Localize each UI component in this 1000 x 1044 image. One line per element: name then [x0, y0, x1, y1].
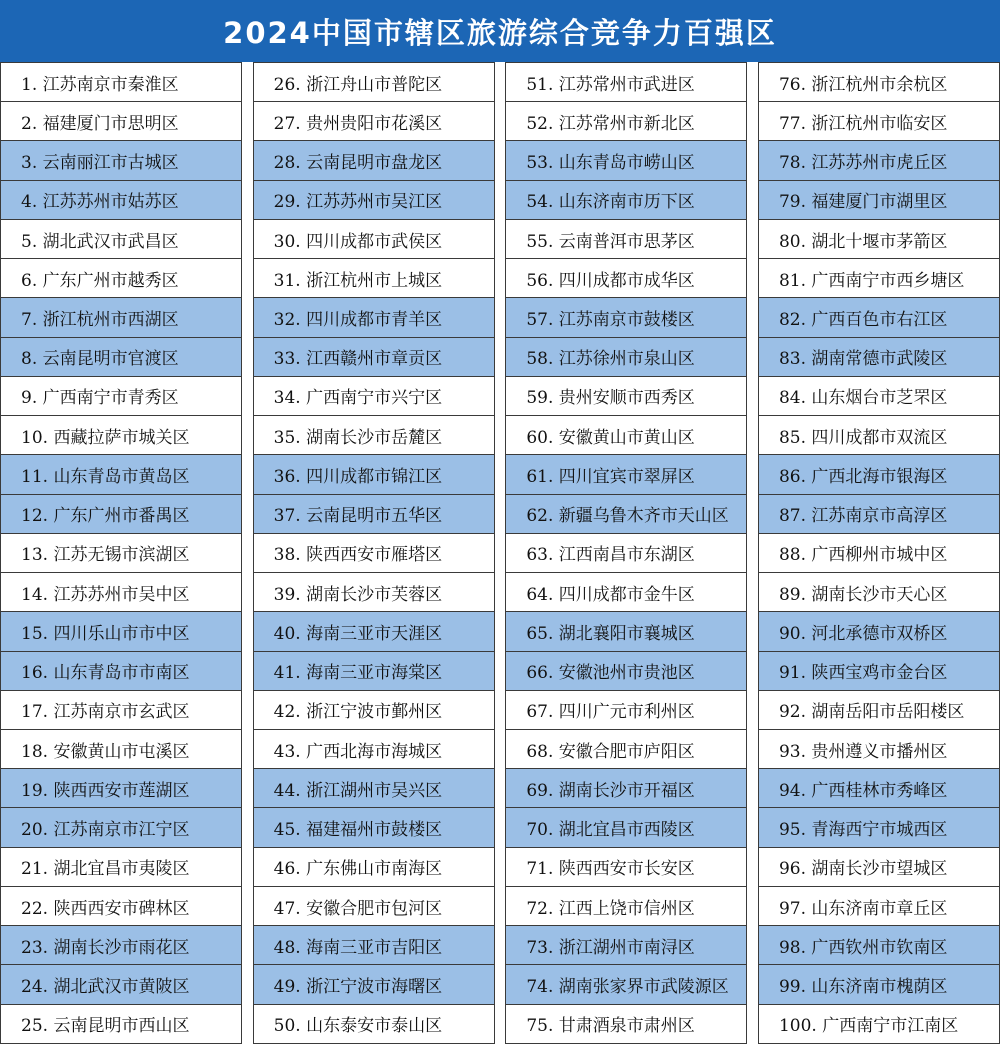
ranking-entry: 52. 江苏常州市新北区 — [505, 102, 747, 141]
ranking-entry: 18. 安徽黄山市屯溪区 — [0, 730, 242, 769]
ranking-entry: 91. 陕西宝鸡市金台区 — [758, 652, 1000, 691]
ranking-column-2 — [253, 62, 495, 1044]
ranking-entry: 98. 广西钦州市钦南区 — [758, 926, 1000, 965]
ranking-entry: 60. 安徽黄山市黄山区 — [505, 416, 747, 455]
ranking-entry: 65. 湖北襄阳市襄城区 — [505, 612, 747, 651]
ranking-entry: 26. 浙江舟山市普陀区 — [253, 63, 495, 102]
ranking-entry: 5. 湖北武汉市武昌区 — [0, 220, 242, 259]
ranking-entry: 70. 湖北宜昌市西陵区 — [505, 808, 747, 847]
ranking-entry: 10. 西藏拉萨市城关区 — [0, 416, 242, 455]
ranking-entry: 7. 浙江杭州市西湖区 — [0, 298, 242, 337]
ranking-entry: 73. 浙江湖州市南浔区 — [505, 926, 747, 965]
ranking-entry: 47. 安徽合肥市包河区 — [253, 887, 495, 926]
ranking-entry: 46. 广东佛山市南海区 — [253, 848, 495, 887]
ranking-column-1 — [0, 62, 242, 1044]
ranking-entry: 48. 海南三亚市吉阳区 — [253, 926, 495, 965]
ranking-entry: 88. 广西柳州市城中区 — [758, 534, 1000, 573]
ranking-entry: 77. 浙江杭州市临安区 — [758, 102, 1000, 141]
ranking-entry: 72. 江西上饶市信州区 — [505, 887, 747, 926]
ranking-entry: 94. 广西桂林市秀峰区 — [758, 769, 1000, 808]
ranking-entry: 76. 浙江杭州市余杭区 — [758, 63, 1000, 102]
ranking-entry: 16. 山东青岛市市南区 — [0, 652, 242, 691]
ranking-table — [0, 62, 1000, 1044]
ranking-entry: 81. 广西南宁市西乡塘区 — [758, 259, 1000, 298]
ranking-entry: 4. 江苏苏州市姑苏区 — [0, 181, 242, 220]
ranking-entry: 39. 湖南长沙市芙蓉区 — [253, 573, 495, 612]
ranking-entry: 58. 江苏徐州市泉山区 — [505, 338, 747, 377]
ranking-entry: 36. 四川成都市锦江区 — [253, 455, 495, 494]
ranking-entry: 75. 甘肃酒泉市肃州区 — [505, 1005, 747, 1044]
ranking-entry: 28. 云南昆明市盘龙区 — [253, 141, 495, 180]
ranking-entry: 82. 广西百色市右江区 — [758, 298, 1000, 337]
ranking-entry: 19. 陕西西安市莲湖区 — [0, 769, 242, 808]
ranking-entry: 13. 江苏无锡市滨湖区 — [0, 534, 242, 573]
ranking-entry: 38. 陕西西安市雁塔区 — [253, 534, 495, 573]
ranking-entry: 61. 四川宜宾市翠屏区 — [505, 455, 747, 494]
ranking-entry: 53. 山东青岛市崂山区 — [505, 141, 747, 180]
ranking-entry: 80. 湖北十堰市茅箭区 — [758, 220, 1000, 259]
ranking-entry: 87. 江苏南京市高淳区 — [758, 495, 1000, 534]
ranking-entry: 83. 湖南常德市武陵区 — [758, 338, 1000, 377]
ranking-entry: 69. 湖南长沙市开福区 — [505, 769, 747, 808]
ranking-entry: 68. 安徽合肥市庐阳区 — [505, 730, 747, 769]
ranking-entry: 51. 江苏常州市武进区 — [505, 63, 747, 102]
page-title: 2024中国市辖区旅游综合竞争力百强区 — [0, 0, 1000, 62]
ranking-entry: 86. 广西北海市银海区 — [758, 455, 1000, 494]
ranking-entry: 41. 海南三亚市海棠区 — [253, 652, 495, 691]
ranking-column-4 — [758, 62, 1000, 1044]
ranking-entry: 17. 江苏南京市玄武区 — [0, 691, 242, 730]
ranking-entry: 3. 云南丽江市古城区 — [0, 141, 242, 180]
ranking-entry: 97. 山东济南市章丘区 — [758, 887, 1000, 926]
ranking-entry: 29. 江苏苏州市吴江区 — [253, 181, 495, 220]
ranking-entry: 21. 湖北宜昌市夷陵区 — [0, 848, 242, 887]
ranking-entry: 85. 四川成都市双流区 — [758, 416, 1000, 455]
ranking-entry: 25. 云南昆明市西山区 — [0, 1005, 242, 1044]
ranking-entry: 84. 山东烟台市芝罘区 — [758, 377, 1000, 416]
ranking-entry: 96. 湖南长沙市望城区 — [758, 848, 1000, 887]
ranking-entry: 44. 浙江湖州市吴兴区 — [253, 769, 495, 808]
ranking-entry: 33. 江西赣州市章贡区 — [253, 338, 495, 377]
ranking-entry: 57. 江苏南京市鼓楼区 — [505, 298, 747, 337]
ranking-entry: 93. 贵州遵义市播州区 — [758, 730, 1000, 769]
ranking-entry: 14. 江苏苏州市吴中区 — [0, 573, 242, 612]
ranking-entry: 31. 浙江杭州市上城区 — [253, 259, 495, 298]
ranking-entry: 34. 广西南宁市兴宁区 — [253, 377, 495, 416]
ranking-entry: 95. 青海西宁市城西区 — [758, 808, 1000, 847]
ranking-entry: 100. 广西南宁市江南区 — [758, 1005, 1000, 1044]
ranking-entry: 50. 山东泰安市泰山区 — [253, 1005, 495, 1044]
ranking-entry: 8. 云南昆明市官渡区 — [0, 338, 242, 377]
ranking-entry: 27. 贵州贵阳市花溪区 — [253, 102, 495, 141]
ranking-column-3 — [505, 62, 747, 1044]
ranking-entry: 89. 湖南长沙市天心区 — [758, 573, 1000, 612]
ranking-entry: 59. 贵州安顺市西秀区 — [505, 377, 747, 416]
ranking-entry: 11. 山东青岛市黄岛区 — [0, 455, 242, 494]
ranking-entry: 56. 四川成都市成华区 — [505, 259, 747, 298]
ranking-entry: 1. 江苏南京市秦淮区 — [0, 63, 242, 102]
ranking-entry: 78. 江苏苏州市虎丘区 — [758, 141, 1000, 180]
ranking-entry: 90. 河北承德市双桥区 — [758, 612, 1000, 651]
ranking-entry: 12. 广东广州市番禺区 — [0, 495, 242, 534]
ranking-entry: 24. 湖北武汉市黄陂区 — [0, 965, 242, 1004]
ranking-entry: 40. 海南三亚市天涯区 — [253, 612, 495, 651]
ranking-entry: 2. 福建厦门市思明区 — [0, 102, 242, 141]
ranking-entry: 32. 四川成都市青羊区 — [253, 298, 495, 337]
ranking-entry: 49. 浙江宁波市海曙区 — [253, 965, 495, 1004]
ranking-entry: 63. 江西南昌市东湖区 — [505, 534, 747, 573]
ranking-entry: 20. 江苏南京市江宁区 — [0, 808, 242, 847]
ranking-entry: 67. 四川广元市利州区 — [505, 691, 747, 730]
ranking-entry: 54. 山东济南市历下区 — [505, 181, 747, 220]
ranking-entry: 71. 陕西西安市长安区 — [505, 848, 747, 887]
ranking-entry: 23. 湖南长沙市雨花区 — [0, 926, 242, 965]
ranking-entry: 15. 四川乐山市市中区 — [0, 612, 242, 651]
ranking-entry: 6. 广东广州市越秀区 — [0, 259, 242, 298]
ranking-entry: 37. 云南昆明市五华区 — [253, 495, 495, 534]
ranking-entry: 42. 浙江宁波市鄞州区 — [253, 691, 495, 730]
ranking-entry: 55. 云南普洱市思茅区 — [505, 220, 747, 259]
ranking-entry: 43. 广西北海市海城区 — [253, 730, 495, 769]
ranking-entry: 45. 福建福州市鼓楼区 — [253, 808, 495, 847]
ranking-entry: 92. 湖南岳阳市岳阳楼区 — [758, 691, 1000, 730]
ranking-entry: 99. 山东济南市槐荫区 — [758, 965, 1000, 1004]
ranking-entry: 79. 福建厦门市湖里区 — [758, 181, 1000, 220]
ranking-entry: 74. 湖南张家界市武陵源区 — [505, 965, 747, 1004]
ranking-entry: 35. 湖南长沙市岳麓区 — [253, 416, 495, 455]
ranking-entry: 9. 广西南宁市青秀区 — [0, 377, 242, 416]
ranking-entry: 62. 新疆乌鲁木齐市天山区 — [505, 495, 747, 534]
ranking-entry: 22. 陕西西安市碑林区 — [0, 887, 242, 926]
ranking-entry: 30. 四川成都市武侯区 — [253, 220, 495, 259]
ranking-entry: 66. 安徽池州市贵池区 — [505, 652, 747, 691]
ranking-entry: 64. 四川成都市金牛区 — [505, 573, 747, 612]
